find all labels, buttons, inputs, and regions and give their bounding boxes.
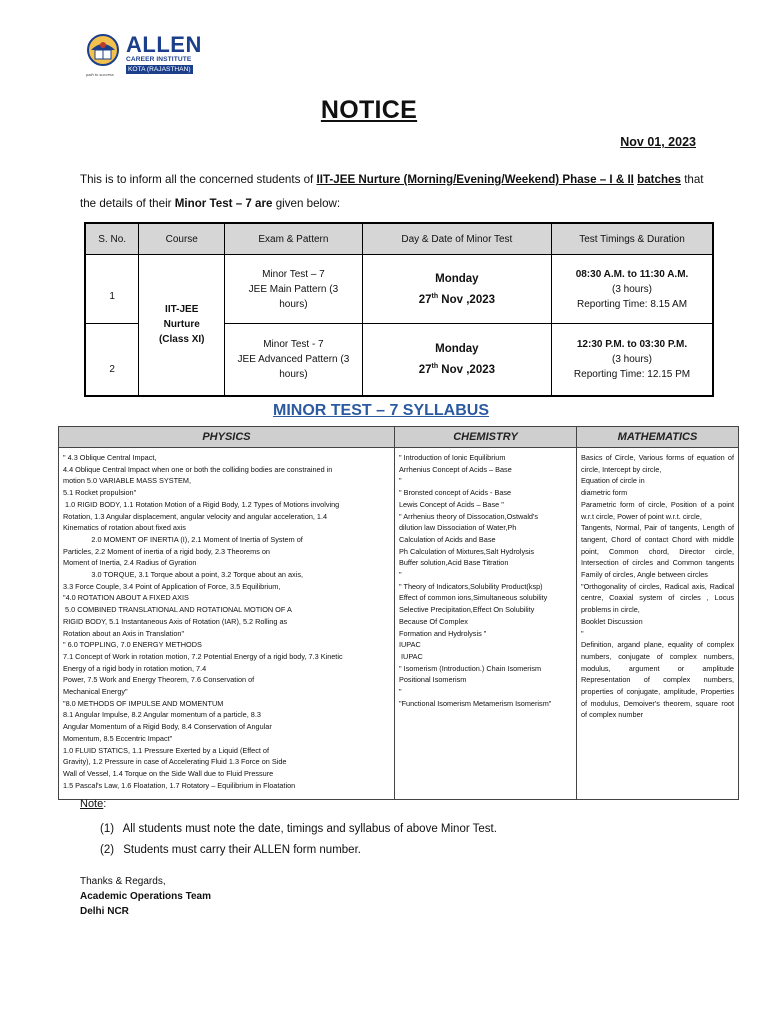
course-cell — [139, 255, 225, 396]
syllabus-line: Formation and Hydrolysis " — [399, 628, 487, 638]
exam-line: hours) — [279, 298, 308, 310]
course-line: (Class XI) — [158, 334, 205, 346]
note-item — [100, 823, 497, 835]
test-time: 08:30 A.M. to 11:30 A.M. — [575, 268, 689, 280]
syllabus-line: Effect of common ions,Simultaneous solubility — [399, 593, 548, 603]
syllabus-line: Mechanical Energy" — [63, 687, 128, 697]
note-label — [80, 798, 106, 810]
syllabus-line: " — [581, 628, 584, 638]
test-time: 12:30 P.M. to 03:30 P.M. — [576, 338, 688, 350]
notice-date: Nov 01, 2023 — [620, 135, 696, 149]
date-suffix: th — [431, 292, 439, 300]
syllabus-line: "Orthogonality of circles, Radical axis, Radical centre, Coaxial system of circles , Locus problems in circle, — [581, 581, 734, 615]
note-text: Students must carry their ALLEN form number. — [123, 844, 361, 856]
syllabus-line: 3.3 Force Couple, 3.4 Point of Application of Force, 3.5 Equilibrium, — [63, 581, 281, 591]
mathematics-syllabus — [577, 448, 739, 800]
exam-line: Minor Test – 7 — [262, 268, 325, 280]
syllabus-line: 1.0 RIGID BODY, 1.1 Rotation Motion of a Rigid Body, 1.2 Types of Motions involving — [63, 499, 340, 509]
exam-line: JEE Main Pattern (3 — [248, 283, 339, 295]
syllabus-line: IUPAC — [399, 640, 421, 650]
syllabus-line: " 4.3 Oblique Central Impact, — [63, 453, 157, 462]
syllabus-line: Momentum, 8.5 Eccentric Impact" — [63, 733, 173, 743]
syllabus-line: 4.4 Oblique Central Impact when one or both the colliding bodies are constrained in — [63, 464, 333, 474]
col-header: Test Timings & Duration — [552, 223, 713, 255]
logo-location: KOTA (RAJASTHAN) — [128, 66, 191, 73]
date-suffix: th — [431, 362, 439, 370]
date-rest: Nov ,2023 — [438, 293, 496, 306]
serial-number: 2 — [85, 324, 139, 396]
syllabus-line: diametric form — [581, 488, 628, 498]
syllabus-header-row — [59, 427, 739, 448]
closing-regards: Thanks & Regards, — [80, 876, 166, 887]
syllabus-line: RIGID BODY, 5.1 Instantaneous Axis of Rotation (IAR), 5.2 Rolling as — [63, 616, 288, 626]
syllabus-table — [58, 426, 739, 800]
date-cell — [362, 255, 551, 324]
test-duration: (3 hours) — [612, 283, 653, 295]
note-item — [100, 844, 361, 856]
col-header: S. No. — [85, 223, 139, 255]
col-header: Day & Date of Minor Test — [362, 223, 551, 255]
syllabus-line: dilution law Dissociation of Water,Ph — [399, 523, 517, 533]
syllabus-line: " Bronsted concept of Acids - Base — [399, 488, 512, 498]
syllabus-line: 5.1 Rocket propulsion" — [63, 488, 137, 498]
test-date — [366, 288, 548, 309]
logo-subtitle: CAREER INSTITUTE — [126, 56, 192, 63]
subject-header-chemistry: CHEMISTRY — [395, 427, 577, 448]
syllabus-line: 1.5 Pascal's Law, 1.6 Floatation, 1.7 Rotatory – Equilibrium in Floatation — [63, 780, 296, 790]
timing-cell — [552, 255, 713, 324]
syllabus-line: " Isomerism (Introduction.) Chain Isomerism — [399, 663, 542, 673]
schedule-table — [84, 222, 714, 397]
allen-logo — [82, 32, 206, 78]
exam-line: JEE Advanced Pattern (3 — [237, 353, 350, 365]
closing-place: Delhi NCR — [80, 906, 129, 917]
syllabus-line: "4.0 ROTATION ABOUT A FIXED AXIS — [63, 593, 189, 603]
allen-emblem-icon — [82, 32, 124, 74]
test-duration: (3 hours) — [612, 353, 653, 365]
course-line: IIT-JEE — [165, 304, 199, 316]
syllabus-line: "Functional Isomerism Metamerism Isomerism" — [399, 698, 552, 708]
intro-text: that — [680, 173, 704, 186]
syllabus-line: motion 5.0 VARIABLE MASS SYSTEM, — [63, 476, 192, 486]
syllabus-line: Calculation of Acids and Base — [399, 534, 496, 544]
syllabus-line: " Theory of Indicators,Solubility Product(ksp) — [399, 581, 543, 591]
syllabus-line: Rotation, 1.3 Angular displacement, angular velocity and angular acceleration, 1.4 — [63, 511, 328, 521]
day-name: Monday — [435, 342, 479, 355]
syllabus-line: 2.0 MOMENT OF INERTIA (I), 2.1 Moment of Inertia of System of — [63, 534, 303, 544]
syllabus-line: Lewis Concept of Acids – Base " — [399, 499, 504, 509]
syllabus-line: " Arrhenius theory of Dissocation,Ostwald's — [399, 511, 539, 521]
exam-line: Minor Test - 7 — [263, 338, 324, 350]
syllabus-line: Kinematics of rotation about fixed axis — [63, 523, 186, 533]
serial-number: 1 — [85, 255, 139, 324]
date-day: 27 — [418, 363, 432, 376]
notice-title: NOTICE — [320, 96, 418, 124]
day-name: Monday — [435, 272, 479, 285]
syllabus-line: Particles, 2.2 Moment of inertia of a rigid body, 2.3 Theorems on — [63, 546, 270, 556]
note-colon: : — [103, 798, 107, 810]
intro-test-name: Minor Test – 7 are — [174, 197, 273, 210]
test-date — [366, 358, 548, 379]
schedule-header-row — [85, 223, 713, 255]
syllabus-line: IUPAC — [399, 651, 423, 661]
syllabus-line: 3.0 TORQUE, 3.1 Torque about a point, 3.2 Torque about an axis, — [63, 570, 303, 580]
intro-line-2 — [80, 196, 720, 211]
syllabus-line: " Introduction of Ionic Equilibrium — [399, 453, 506, 462]
exam-cell — [225, 324, 363, 396]
syllabus-row — [59, 448, 739, 800]
exam-cell — [225, 255, 363, 324]
logo-brand: ALLEN — [126, 32, 202, 57]
table-row — [85, 255, 713, 324]
note-number: (2) — [100, 844, 115, 856]
syllabus-line: 5.0 COMBINED TRANSLATIONAL AND ROTATIONAL MOTION OF A — [63, 605, 292, 615]
reporting-time: Reporting Time: 12.15 PM — [573, 368, 691, 380]
syllabus-line: Moment of Inertia, 2.4 Radius of Gyration — [63, 558, 197, 568]
intro-line-1 — [80, 172, 720, 187]
syllabus-line: Wall of Vessel, 1.4 Torque on the Side Wall due to Fluid Pressure — [63, 768, 274, 778]
syllabus-line: Gravity), 1.2 Pressure in case of Accelerating Fluid 1.3 Force on Side — [63, 757, 287, 767]
date-day: 27 — [418, 293, 432, 306]
syllabus-line: Ph Calculation of Mixtures,Salt Hydrolysis — [399, 546, 535, 556]
syllabus-line: " — [399, 570, 402, 580]
physics-syllabus — [59, 448, 395, 800]
chemistry-syllabus — [395, 448, 577, 800]
syllabus-line: 7.1 Concept of Work in rotation motion, 7.2 Potential Energy of a rigid body, 7.3 Kinetic — [63, 651, 343, 661]
reporting-time: Reporting Time: 8.15 AM — [576, 298, 688, 310]
col-header: Exam & Pattern — [225, 223, 363, 255]
note-label-text: Note — [80, 798, 104, 810]
syllabus-line: Equation of circle in — [581, 476, 645, 486]
intro-batches: batches — [637, 173, 681, 186]
note-number: (1) — [100, 823, 115, 835]
syllabus-line: " — [399, 476, 402, 486]
syllabus-line: Power, 7.5 Work and Energy Theorem, 7.6 Conservation of — [63, 675, 255, 685]
intro-text: given below: — [272, 197, 341, 210]
intro-text: the details of their — [80, 197, 175, 210]
syllabus-title: MINOR TEST – 7 SYLLABUS — [272, 402, 490, 419]
syllabus-line: Energy of a rigid body in rotation motion, 7.4 — [63, 663, 207, 673]
syllabus-line: Parametric form of circle, Position of a point w.r.t circle, Power of point w.r.t. circle, — [581, 499, 734, 521]
syllabus-line: " — [399, 687, 402, 697]
closing-team: Academic Operations Team — [80, 891, 211, 902]
syllabus-line: 1.0 FLUID STATICS, 1.1 Pressure Exerted by a Liquid (Effect of — [63, 745, 270, 755]
syllabus-line: Tangents, Normal, Pair of tangents, Length of tangent, Chord of contact Chord with middle point, Common chord, Director circle, Intersection of circles and Common tangents Family of circles, Angle between circles — [581, 523, 734, 580]
syllabus-line: Rotation about an Axis in Translation" — [63, 628, 185, 638]
syllabus-line: 8.1 Angular Impulse, 8.2 Angular momentum of a particle, 8.3 — [63, 710, 261, 720]
syllabus-line: Selective Precipitation,Effect On Solubility — [399, 605, 535, 615]
col-header: Course — [139, 223, 225, 255]
syllabus-line: "8.0 METHODS OF IMPULSE AND MOMENTUM — [63, 698, 224, 708]
syllabus-line: Buffer solution,Acid Base Titration — [399, 558, 509, 568]
syllabus-line: Positional Isomerism — [399, 675, 467, 685]
intro-text: This is to inform all the concerned students of — [80, 173, 317, 186]
syllabus-line: Definition, argand plane, equality of complex numbers, conjugate of complex numbers, modulus, argument or amplitude Representation of complex numbers, properties of conjugate, amplitude, Properties of modulus, Demoiver's theorem, square root of complex number — [581, 640, 734, 720]
note-text: All students must note the date, timings and syllabus of above Minor Test. — [122, 823, 497, 835]
date-cell — [362, 324, 551, 396]
syllabus-line: Angular Momentum of a Rigid Body, 8.4 Conservation of Angular — [63, 722, 272, 732]
intro-program: IIT-JEE Nurture (Morning/Evening/Weekend) Phase – I & II — [316, 173, 634, 186]
syllabus-line: Because Of Complex — [399, 616, 468, 626]
date-rest: Nov ,2023 — [438, 363, 496, 376]
course-line: Nurture — [163, 319, 200, 331]
syllabus-line: Booklet Discussion — [581, 616, 643, 626]
timing-cell — [552, 324, 713, 396]
subject-header-mathematics: MATHEMATICS — [577, 427, 739, 448]
syllabus-line: " 6.0 TOPPLING, 7.0 ENERGY METHODS — [63, 640, 202, 650]
subject-header-physics: PHYSICS — [59, 427, 395, 448]
exam-line: hours) — [279, 368, 308, 380]
logo-tagline: path to success — [86, 72, 114, 77]
syllabus-line: Arrhenius Concept of Acids – Base — [399, 464, 512, 474]
syllabus-line: Basics of Circle, Various forms of equation of circle, Intercept by circle, — [581, 453, 734, 474]
